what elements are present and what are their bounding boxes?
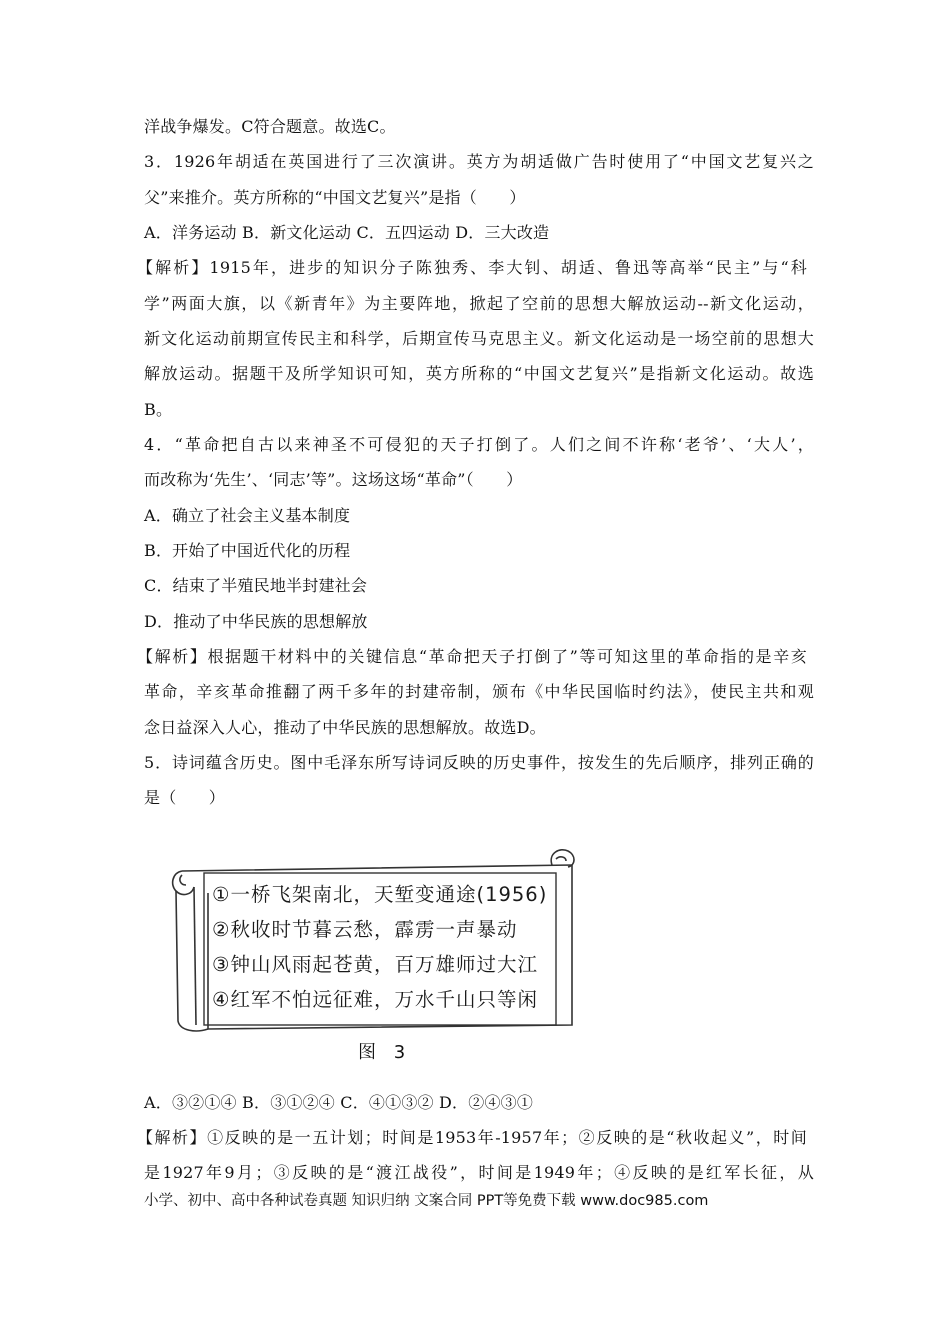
question-3-analysis-line: 解放运动。据题干及所学知识可知，英方所称的“中国文艺复兴”是指新文化运动。故选 <box>144 364 814 383</box>
question-4-option-d: D．推动了中华民族的思想解放 <box>144 612 368 631</box>
question-4-analysis-line: 念日益深入人心，推动了中华民族的思想解放。故选D。 <box>144 718 546 737</box>
poem-line: ②秋收时节暮云愁，霹雳一声暴动 <box>212 918 518 941</box>
question-5-stem: 5．诗词蕴含历史。图中毛泽东所写诗词反映的历史事件，按发生的先后顺序，排列正确的 <box>144 753 814 772</box>
question-3-stem-cont: 父”来推介。英方所称的“中国文艺复兴”是指（ ） <box>144 188 526 207</box>
question-4-stem-cont: 而改称为‘先生’、‘同志’等”。这场这场“革命”（ ） <box>144 470 523 489</box>
question-3-analysis-line: 新文化运动前期宣传民主和科学，后期宣传马克思主义。新文化运动是一场空前的思想大 <box>144 329 814 348</box>
question-4-stem: 4．“革命把自古以来神圣不可侵犯的天子打倒了。人们之间不许称‘老爷’、‘大人’， <box>144 435 814 454</box>
question-5-analysis-line: 是1927年9月；③反映的是“渡江战役”，时间是1949年；④反映的是红军长征，从 <box>144 1163 814 1182</box>
poem-line: ④红军不怕远征难，万水千山只等闲 <box>212 988 538 1011</box>
question-5-stem-cont: 是（ ） <box>144 788 226 807</box>
poem-line: ①一桥飞架南北，天堑变通途(1956) <box>212 883 548 906</box>
question-3-options: A．洋务运动 B．新文化运动 C．五四运动 D．三大改造 <box>144 223 550 242</box>
question-4-option-b: B．开始了中国近代化的历程 <box>144 541 351 560</box>
question-5-options: A．③②①④ B．③①②④ C．④①③② D．②④③① <box>144 1093 534 1112</box>
question-3-analysis: 【解析】1915年，进步的知识分子陈独秀、李大钊、胡适、鲁迅等高举“民主”与“科 <box>137 258 807 277</box>
question-4-option-c: C．结束了半殖民地半封建社会 <box>144 576 368 595</box>
question-3-analysis-line: B。 <box>144 400 173 419</box>
question-4-analysis: 【解析】根据题干材料中的关键信息“革命把天子打倒了”等可知这里的革命指的是辛亥 <box>137 647 807 666</box>
text-line: 洋战争爆发。C符合题意。故选C。 <box>144 117 396 136</box>
question-4-option-a: A．确立了社会主义基本制度 <box>144 506 351 525</box>
figure-caption: 图 3 <box>358 1042 412 1063</box>
question-4-analysis-line: 革命，辛亥革命推翻了两千多年的封建帝制，颁布《中华民国临时约法》，使民主共和观 <box>144 682 814 701</box>
question-3-analysis-line: 学”两面大旗，以《新青年》为主要阵地，掀起了空前的思想大解放运动--新文化运动， <box>144 294 814 313</box>
page-footer: 小学、初中、高中各种试卷真题 知识归纳 文案合同 PPT等免费下载 www.doc985.com <box>144 1193 709 1209</box>
poem-scroll-figure <box>168 845 580 1033</box>
question-3-stem: 3．1926年胡适在英国进行了三次演讲。英方为胡适做广告时使用了“中国文艺复兴之 <box>144 152 814 171</box>
question-5-analysis: 【解析】①反映的是一五计划；时间是1953年-1957年；②反映的是“秋收起义”，时间 <box>137 1128 807 1147</box>
poem-line: ③钟山风雨起苍黄，百万雄师过大江 <box>212 953 538 976</box>
